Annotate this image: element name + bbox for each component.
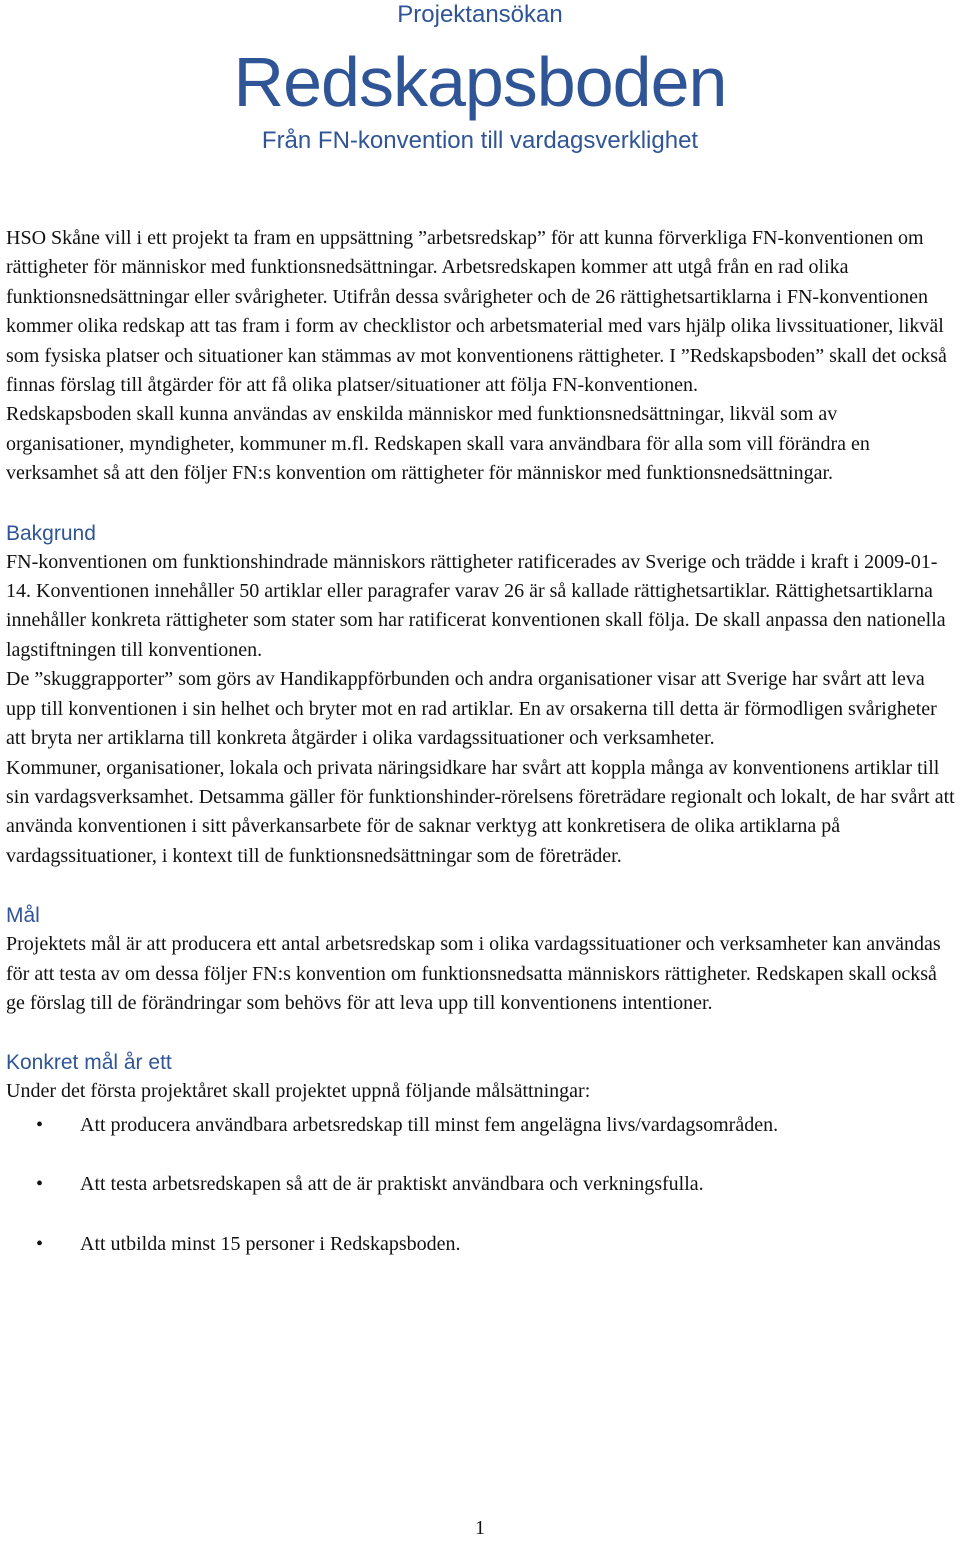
spacer — [6, 871, 956, 901]
list-item-text: Att utbilda minst 15 personer i Redskapsboden. — [80, 1232, 461, 1255]
list-item-text: Att producera användbara arbetsredskap till minst fem angelägna livs/vardagsområden. — [80, 1113, 779, 1136]
spacer — [6, 489, 956, 519]
concrete-goals-heading: Konkret mål år ett — [6, 1051, 172, 1075]
spacer — [6, 1018, 956, 1048]
background-section — [6, 519, 956, 871]
background-paragraph-2: De ”skuggrapporter” som görs av Handikappförbunden och andra organisationer visar att Sverige har svårt att leva upp till konventionen i sin helhet och bryter mot en rad artiklar. En av orsakerna till detta är förmodligen svårigheter att bryta ner artiklarna till konkreta åtgärder i olika vardagssituationer och verksamheter. — [6, 668, 937, 750]
list-item-text: Att testa arbetsredskapen så att de är praktiskt användbara och verkningsfulla. — [80, 1173, 704, 1196]
background-heading: Bakgrund — [6, 521, 96, 545]
bullet-icon: • — [36, 1113, 44, 1136]
concrete-goals-intro: Under det första projektåret skall projektet uppnå följande målsättningar: — [6, 1080, 591, 1103]
intro-paragraph-2: Redskapsboden skall kunna användas av enskilda människor med funktionsnedsättningar, likväl som av organisationer, myndigheter, kommuner m.fl. Redskapen skall vara användbara för alla som vill förändra en verksamhet så att den följer FN:s konvention om rättigheter för människor med funktionsnedsättningar. — [6, 403, 870, 485]
intro-paragraph-1: HSO Skåne vill i ett projekt ta fram en uppsättning ”arbetsredskap” för att kunna förverkliga FN-konventionen om rättigheter för människor med funktionsnedsättningar. Arbetsredskapen kommer att utgå från en rad olika funktionsnedsättningar eller svårigheter. Utifrån dessa svårigheter och de 26 rättighetsartiklarna i FN-konventionen kommer olika redskap att tas fram i form av checklistor och arbetsmaterial med vars hjälp olika livssituationer, likväl som fysiska platser och situationer kan stämmas av mot konventionens rättigheter. I ”Redskapsboden” skall det också finnas förslag till åtgärder för att få olika platser/situationer att följa FN-konventionen. — [6, 227, 947, 397]
list-item — [6, 1170, 956, 1199]
background-paragraph-1: FN-konventionen om funktionshindrade människors rättigheter ratificerades av Sverige och trädde i kraft i 2009-01-14. Konventionen innehåller 50 artiklar eller paragrafer varav 26 är så kallade rättighetsartiklar. Rättighetsartiklarna innehåller konkreta rättigheter som stater som har ratificerat konventionen skall följa. De skall anpassa den nationella lagstiftningen till konventionen. — [6, 550, 946, 661]
goal-paragraph: Projektets mål är att producera ett antal arbetsredskap som i olika vardagssituationer och verksamheter kan användas för att testa av om dessa följer FN:s konvention om funktionsnedsatta människors rättigheter. Redskapen skall också ge förslag till de förändringar som behövs för att leva upp till konventionens intentioner. — [6, 933, 941, 1014]
page-number: 1 — [475, 1517, 485, 1539]
concrete-goals-section — [6, 1048, 956, 1259]
document-body — [6, 224, 956, 1259]
background-paragraph-3: Kommuner, organisationer, lokala och privata näringsidkare har svårt att koppla många av konventionens artiklar till sin vardagsverksamhet. Detsamma gäller för funktionshinder-rörelsens företrädare regionalt och lokalt, de har svårt att använda konventionen i sitt påverkansarbete för de saknar verktyg att konkretisera de olika artiklarna på vardagssituationer, i kontext till de funktionsnedsättningar som de företräder. — [6, 756, 955, 867]
spacer — [6, 1140, 956, 1170]
intro-section — [6, 224, 956, 489]
list-item — [6, 1111, 956, 1140]
bullet-icon: • — [36, 1173, 44, 1196]
document-subtitle: Från FN-konvention till vardagsverklighet — [261, 127, 699, 154]
spacer — [6, 1200, 956, 1230]
goal-heading: Mål — [6, 904, 40, 928]
bullet-icon: • — [36, 1232, 44, 1255]
document-title: Redskapsboden — [233, 43, 727, 121]
list-item — [6, 1230, 956, 1259]
document-kicker: Projektansökan — [397, 1, 563, 28]
concrete-goals-list — [6, 1111, 956, 1259]
goal-section — [6, 901, 956, 1018]
